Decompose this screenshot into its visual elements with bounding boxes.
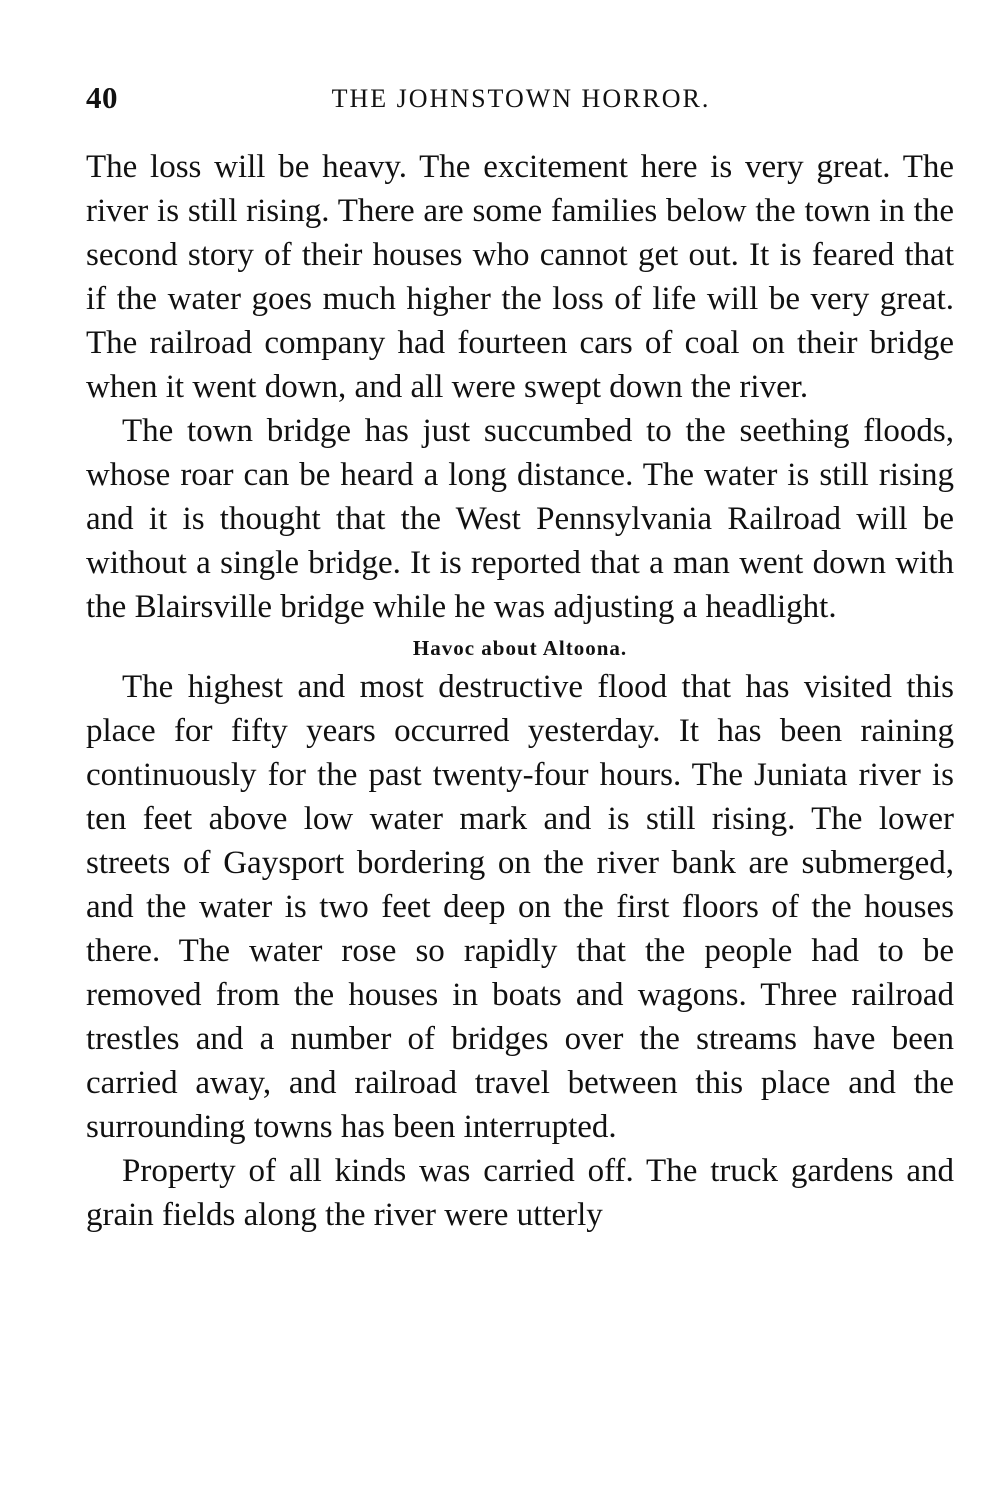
page-number: 40 (86, 80, 118, 115)
page-header (86, 80, 956, 120)
section-heading: Havoc about Altoona. (412, 636, 628, 660)
paragraph: The highest and most destructive flood that has visited this place for fifty years occurred yesterday. It has been raining continuously for the past twenty-four hours. The Juniata river is ten feet above low water mark and is still rising. The lower streets of Gaysport bordering on the river bank are submerged, and the water is two feet deep on the first floors of the houses there. The water rose so rapidly that the people had to be removed from the houses in boats and wagons. Three railroad trestles and a number of bridges over the streams have been carried away, and railroad travel between this place and the surrounding towns has been interrupted. (86, 669, 954, 1145)
paragraph: Property of all kinds was carried off. The truck gardens and grain fields along the river were utterly (86, 1153, 954, 1233)
running-title: THE JOHNSTOWN HORROR. (331, 84, 711, 113)
paragraph: The town bridge has just succumbed to the seething floods, whose roar can be heard a long distance. The water is still rising and it is thought that the West Pennsylvania Railroad will be without a single bridge. It is reported that a man went down with the Blairsville bridge while he was adjusting a headlight. (86, 413, 954, 625)
paragraph: The loss will be heavy. The excitement here is very great. The river is still rising. There are some families below the town in the second story of their houses who cannot get out. It is feared that if the water goes much higher the loss of life will be very great. The railroad company had fourteen cars of coal on their bridge when it went down, and all were swept down the river. (86, 149, 954, 405)
body-text (86, 145, 954, 1237)
